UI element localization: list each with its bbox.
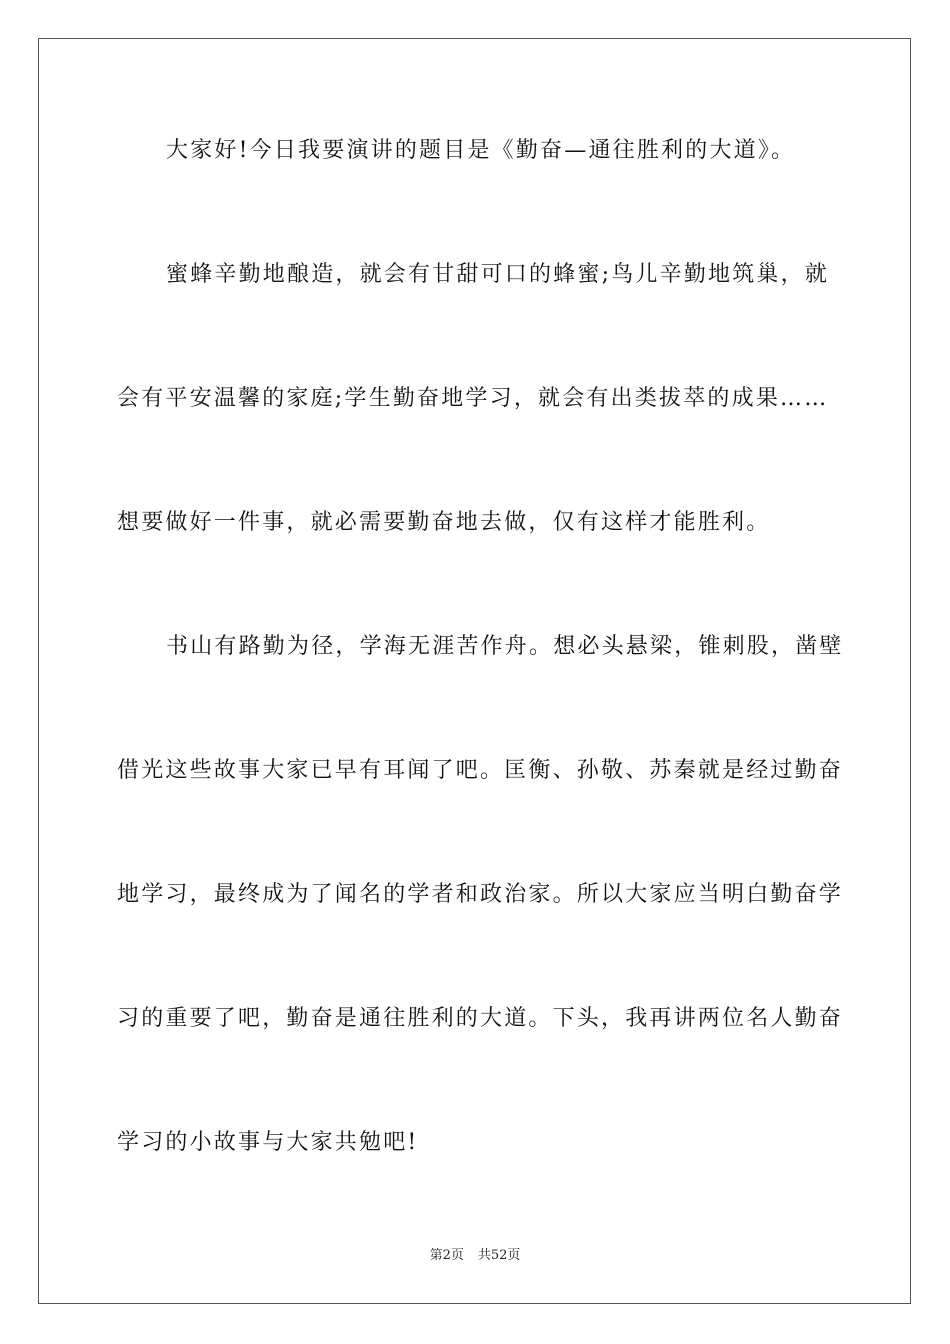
current-page-number: 第2页 <box>429 1248 464 1263</box>
paragraph-line-8: 习的重要了吧，勤奋是通往胜利的大道。下头，我再讲两位名人勤奋 <box>117 1006 844 1031</box>
paragraph-line-4: 想要做好一件事，就必需要勤奋地去做，仅有这样才能胜利。 <box>117 510 771 535</box>
paragraph-line-7: 地学习，最终成为了闻名的学者和政治家。所以大家应当明白勤奋学 <box>117 882 844 907</box>
paragraph-line-6: 借光这些故事大家已早有耳闻了吧。匡衡、孙敬、苏秦就是经过勤奋 <box>117 758 844 783</box>
paragraph-line-2: 蜜蜂辛勤地酿造，就会有甘甜可口的蜂蜜;鸟儿辛勤地筑巢，就 <box>166 262 830 287</box>
paragraph-line-5: 书山有路勤为径，学海无涯苦作舟。想必头悬梁，锥刺股，凿壁 <box>166 634 844 659</box>
paragraph-line-9: 学习的小故事与大家共勉吧! <box>117 1130 419 1155</box>
paragraph-line-1: 大家好!今日我要演讲的题目是《勤奋—通往胜利的大道》。 <box>166 138 796 163</box>
page-frame <box>38 38 911 1304</box>
page-footer <box>0 1247 950 1265</box>
paragraph-line-3: 会有平安温馨的家庭;学生勤奋地学习，就会有出类拔萃的成果…… <box>117 386 829 411</box>
total-pages: 共52页 <box>477 1248 521 1263</box>
